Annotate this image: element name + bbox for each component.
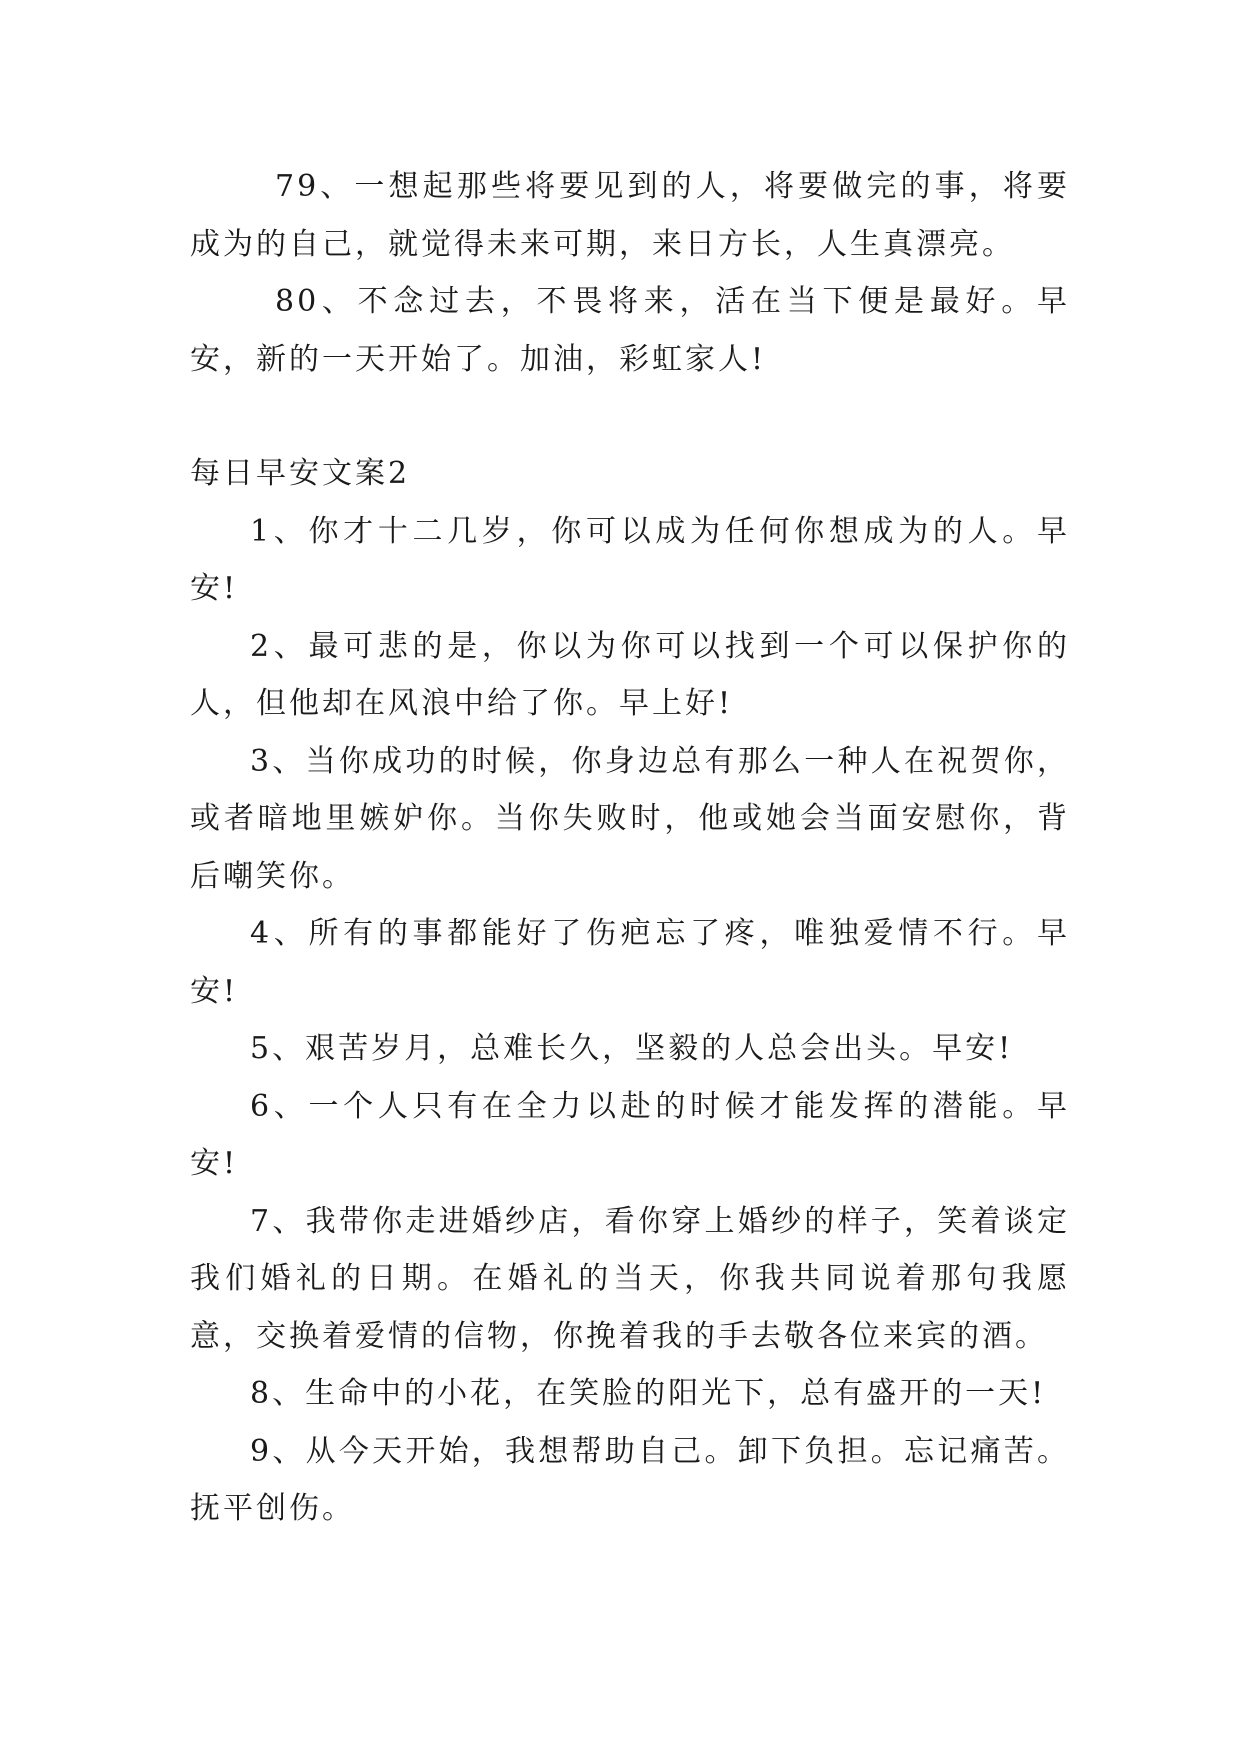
paragraph-4: 4、所有的事都能好了伤疤忘了疼，唯独爱情不行。早安! bbox=[190, 916, 1070, 1009]
paragraph-7: 7、我带你走进婚纱店，看你穿上婚纱的样子，笑着谈定我们婚礼的日期。在婚礼的当天，你我共同说着那句我愿意，交换着爱情的信物，你挽着我的手去敬各位来宾的酒。 bbox=[190, 1203, 1070, 1354]
section-title: 每日早安文案2 bbox=[190, 456, 411, 491]
paragraph-1: 1、你才十二几岁，你可以成为任何你想成为的人。早安! bbox=[190, 513, 1070, 606]
paragraph-9: 9、从今天开始，我想帮助自己。卸下负担。忘记痛苦。抚平创伤。 bbox=[190, 1433, 1070, 1526]
paragraph-79: 79、一想起那些将要见到的人，将要做完的事，将要成为的自己，就觉得未来可期，来日方长，人生真漂亮。 bbox=[190, 169, 1070, 262]
paragraph-6: 6、一个人只有在全力以赴的时候才能发挥的潜能。早安! bbox=[190, 1088, 1070, 1181]
document-body bbox=[190, 158, 1070, 1538]
paragraph-80: 80、不念过去，不畏将来，活在当下便是最好。早安，新的一天开始了。加油，彩虹家人! bbox=[190, 284, 1070, 377]
paragraph-2: 2、最可悲的是，你以为你可以找到一个可以保护你的人，但他却在风浪中给了你。早上好! bbox=[190, 628, 1070, 721]
paragraph-8: 8、生命中的小花，在笑脸的阳光下，总有盛开的一天! bbox=[250, 1376, 1047, 1411]
paragraph-3: 3、当你成功的时候，你身边总有那么一种人在祝贺你，或者暗地里嫉妒你。当你失败时，他或她会当面安慰你，背后嘲笑你。 bbox=[190, 743, 1070, 894]
paragraph-5: 5、艰苦岁月，总难长久，坚毅的人总会出头。早安! bbox=[250, 1031, 1014, 1066]
